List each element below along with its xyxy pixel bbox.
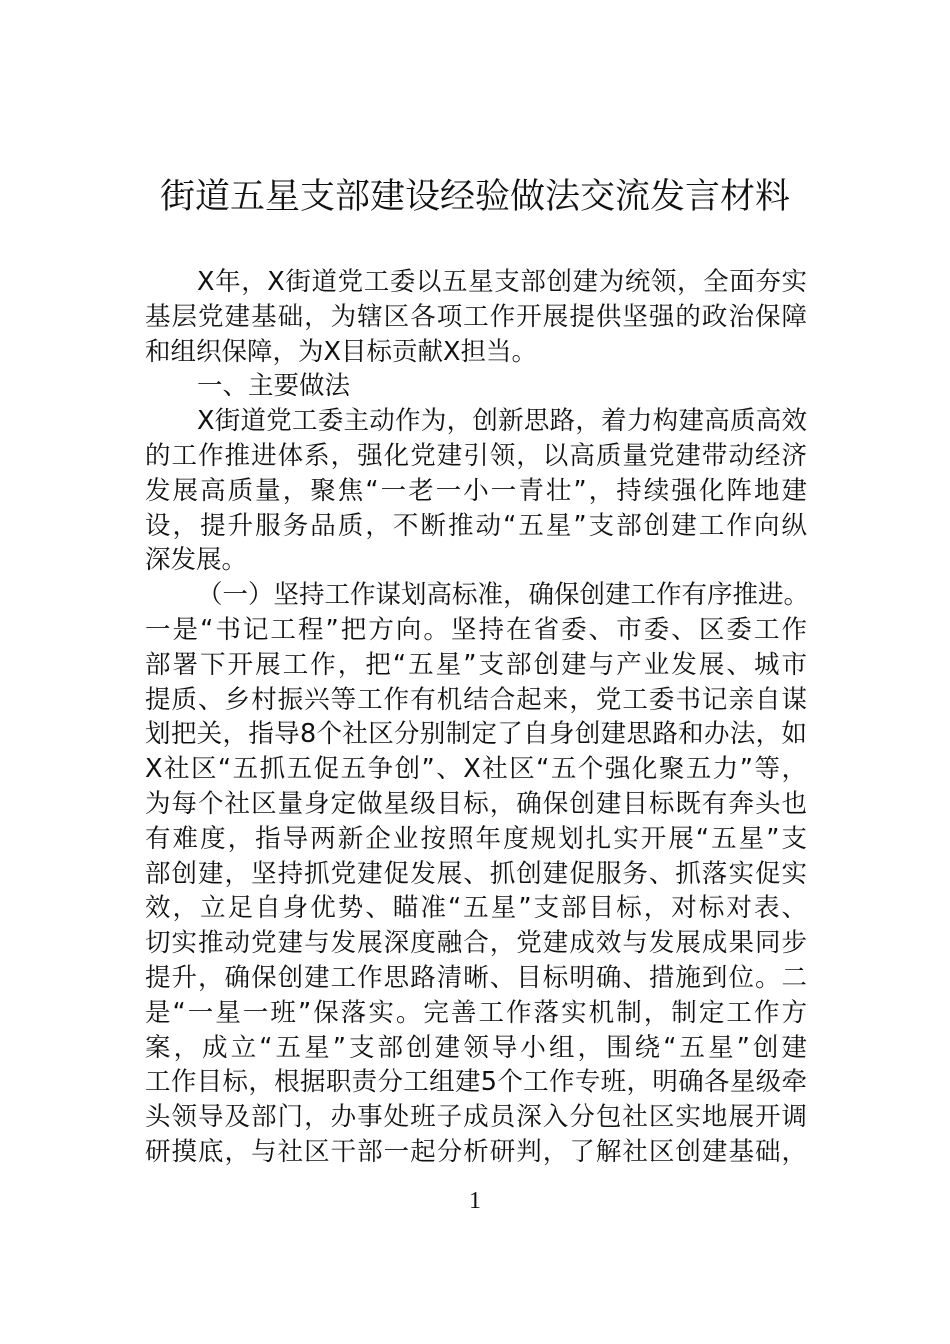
text-line: 设，提升服务品质，不断推动“五星”支部创建工作向纵 xyxy=(145,510,807,541)
text-line: 是“一星一班”保落实。完善工作落实机制，制定工作方 xyxy=(145,997,807,1028)
text-line: 发展高质量，聚焦“一老一小一青壮”，持续强化阵地建 xyxy=(145,475,807,506)
text-line: （一）坚持工作谋划高标准，确保创建工作有序推进。 xyxy=(197,580,810,611)
text-line: X年，X街道党工委以五星支部创建为统领，全面夯实 xyxy=(197,267,807,297)
text-line: 头领导及部门，办事处班子成员深入分包社区实地展开调 xyxy=(145,1102,807,1133)
text-line: 深发展。 xyxy=(145,545,248,576)
page-number: 1 xyxy=(469,1188,481,1214)
text-line: 的工作推进体系，强化党建引领，以高质量党建带动经济 xyxy=(145,440,807,471)
text-line: 工作目标，根据职责分工组建5个工作专班，明确各星级牵 xyxy=(145,1067,807,1098)
text-line: 效，立足自身优势、瞄准“五星”支部目标，对标对表、 xyxy=(145,893,807,924)
text-line: 和组织保障，为X目标贡献X担当。 xyxy=(145,336,537,367)
text-line: 基层党建基础，为辖区各项工作开展提供坚强的政治保障 xyxy=(145,301,807,332)
text-line: 部创建，坚持抓党建促发展、抓创建促服务、抓落实促实 xyxy=(145,858,807,889)
text-line: 划把关，指导8个社区分别制定了自身创建思路和办法，如 xyxy=(145,719,807,750)
text-line: 研摸底，与社区干部一起分析研判，了解社区创建基础， xyxy=(145,1136,807,1167)
document-body xyxy=(145,265,810,1170)
text-line: X街道党工委主动作为，创新思路，着力构建高质高效 xyxy=(197,406,807,437)
text-line: 提升，确保创建工作思路清晰、目标明确、措施到位。二 xyxy=(145,962,807,993)
text-line: 为每个社区量身定做星级目标，确保创建目标既有奔头也 xyxy=(145,788,807,819)
text-line: 有难度，指导两新企业按照年度规划扎实开展“五星”支 xyxy=(145,823,807,854)
text-line: 切实推动党建与发展深度融合，党建成效与发展成果同步 xyxy=(145,928,807,959)
section-heading: 一、主要做法 xyxy=(197,371,351,402)
text-line: 案，成立“五星”支部创建领导小组，围绕“五星”创建 xyxy=(145,1032,807,1063)
text-line: 一是“书记工程”把方向。坚持在省委、市委、区委工作 xyxy=(145,614,807,645)
document-title: 街道五星支部建设经验做法交流发言材料 xyxy=(159,177,790,217)
text-line: 部署下开展工作，把“五星”支部创建与产业发展、城市 xyxy=(145,649,807,680)
text-line: X社区“五抓五促五争创”、X社区“五个强化聚五力”等， xyxy=(145,754,807,785)
text-line: 提质、乡村振兴等工作有机结合起来，党工委书记亲自谋 xyxy=(145,684,807,715)
